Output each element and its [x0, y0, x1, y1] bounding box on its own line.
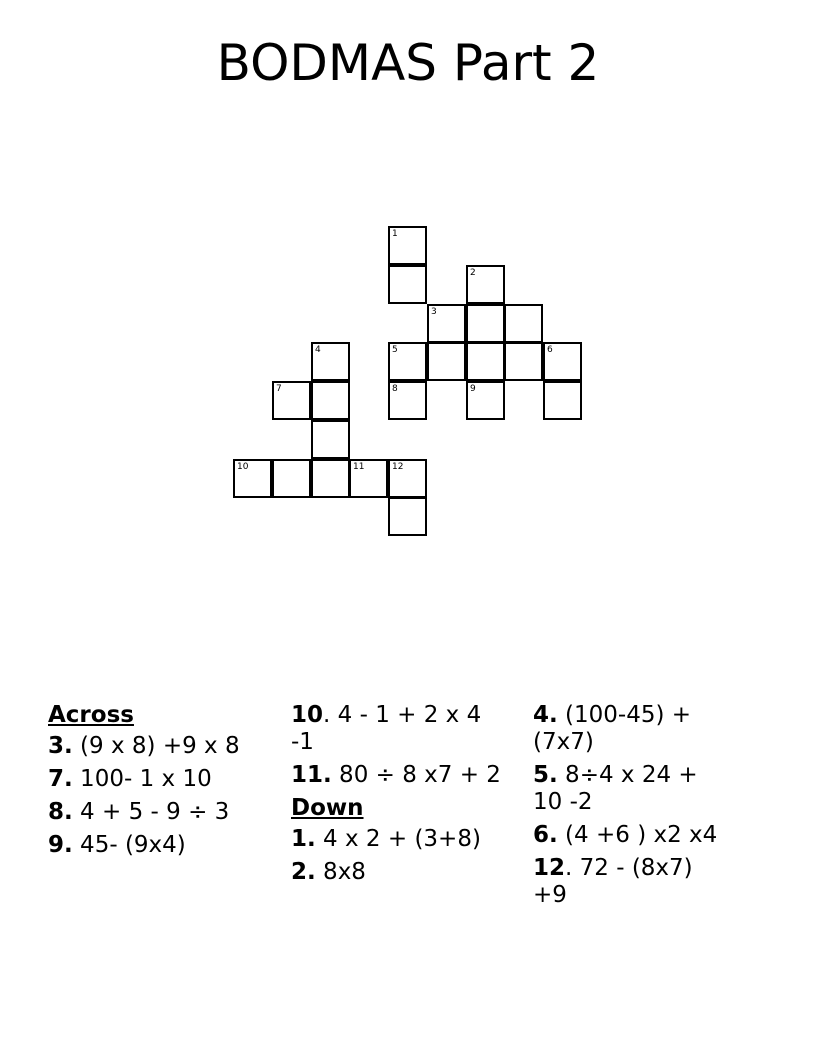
down-heading: Down	[291, 795, 364, 821]
cell-number: 10	[237, 462, 249, 472]
clue-number: 4.	[533, 702, 558, 728]
cell-number: 6	[547, 345, 553, 355]
cell-number: 11	[353, 462, 365, 472]
clue-text: 45- (9x4)	[72, 832, 186, 858]
clue-text: 4 + 5 - 9 ÷ 3	[72, 799, 230, 825]
clue-column-3	[533, 702, 733, 915]
clue-number: 6.	[533, 822, 558, 848]
grid-cell[interactable]	[466, 342, 505, 381]
cell-number: 3	[431, 307, 437, 317]
clue-down-1	[291, 826, 506, 853]
clue-number: 8.	[48, 799, 73, 825]
grid-cell[interactable]	[272, 459, 311, 498]
grid-cell[interactable]	[388, 265, 427, 304]
grid-cell[interactable]	[466, 304, 505, 343]
cell-number: 4	[315, 345, 321, 355]
grid-cell[interactable]	[504, 304, 543, 343]
clue-number: 12	[533, 855, 566, 881]
grid-cell-3[interactable]	[427, 304, 466, 343]
grid-cell[interactable]	[504, 342, 543, 381]
clue-text: 8÷4 x 24 + 10 -2	[533, 762, 698, 815]
grid-cell[interactable]	[388, 497, 427, 536]
clue-across-3	[48, 733, 253, 760]
cell-number: 9	[470, 384, 476, 394]
grid-cell-2[interactable]	[466, 265, 505, 304]
clue-number: 3.	[48, 733, 73, 759]
across-heading: Across	[48, 702, 134, 728]
clue-text: (9 x 8) +9 x 8	[72, 733, 240, 759]
grid-cell-5[interactable]	[388, 342, 427, 381]
grid-cell[interactable]	[311, 420, 350, 459]
grid-cell-10[interactable]	[233, 459, 272, 498]
clue-column-1	[48, 702, 253, 865]
grid-cell-7[interactable]	[272, 381, 311, 420]
clue-across-7	[48, 766, 253, 793]
grid-cell-11[interactable]	[349, 459, 388, 498]
clue-across-11	[291, 762, 506, 789]
clue-text: . 4 - 1 + 2 x 4 -1	[291, 702, 482, 755]
clue-down-6	[533, 822, 733, 849]
grid-cell[interactable]	[543, 381, 582, 420]
clue-down-4	[533, 702, 733, 756]
grid-cell-9[interactable]	[466, 381, 505, 420]
clue-text: 100- 1 x 10	[72, 766, 212, 792]
clue-number: 11.	[291, 762, 332, 788]
grid-cell-4[interactable]	[311, 342, 350, 381]
clue-down-2	[291, 859, 506, 886]
clue-text: . 72 - (8x7) +9	[533, 855, 693, 908]
cell-number: 2	[470, 268, 476, 278]
clue-column-2	[291, 702, 506, 892]
clue-number: 1.	[291, 826, 316, 852]
page-title: BODMAS Part 2	[216, 34, 600, 92]
grid-cell-12[interactable]	[388, 459, 427, 498]
cell-number: 5	[392, 345, 398, 355]
grid-cell-8[interactable]	[388, 381, 427, 420]
grid-cell-6[interactable]	[543, 342, 582, 381]
clue-down-5	[533, 762, 733, 816]
grid-cell[interactable]	[311, 459, 350, 498]
grid-cell[interactable]	[311, 381, 350, 420]
clue-text: 8x8	[315, 859, 366, 885]
clue-text: (100-45) + (7x7)	[533, 702, 692, 755]
clue-text: 80 ÷ 8 x7 + 2	[331, 762, 501, 788]
cell-number: 8	[392, 384, 398, 394]
cell-number: 7	[276, 384, 282, 394]
clue-across-9	[48, 832, 253, 859]
clue-text: (4 +6 ) x2 x4	[557, 822, 718, 848]
cell-number: 12	[392, 462, 404, 472]
clue-down-12	[533, 855, 733, 909]
clue-number: 9.	[48, 832, 73, 858]
clue-across-8	[48, 799, 253, 826]
clue-number: 10	[291, 702, 324, 728]
clue-number: 2.	[291, 859, 316, 885]
cell-number: 1	[392, 229, 398, 239]
clue-number: 7.	[48, 766, 73, 792]
clue-across-10	[291, 702, 506, 756]
clue-number: 5.	[533, 762, 558, 788]
grid-cell-1[interactable]	[388, 226, 427, 265]
grid-cell[interactable]	[427, 342, 466, 381]
clue-text: 4 x 2 + (3+8)	[315, 826, 481, 852]
